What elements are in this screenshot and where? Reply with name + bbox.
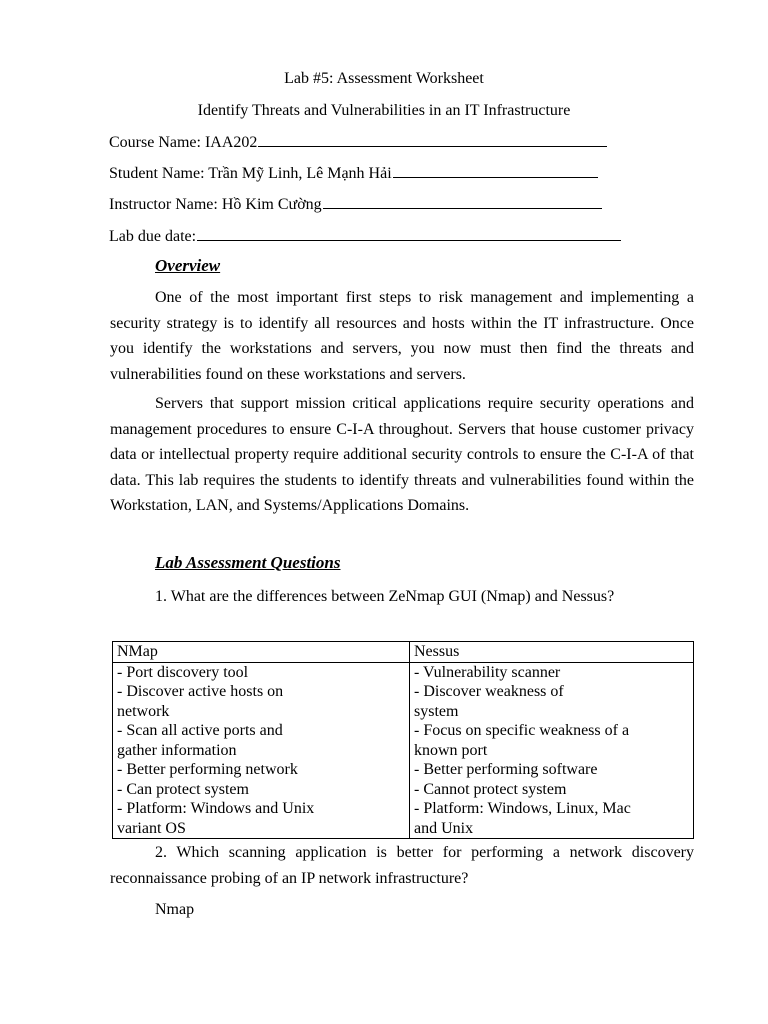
answer-2: Nmap bbox=[155, 901, 195, 918]
list-item: - Better performing network bbox=[117, 761, 298, 778]
student-name-blank bbox=[393, 163, 598, 178]
list-item: - Better performing software bbox=[414, 761, 598, 778]
list-item: - Port discovery tool bbox=[117, 663, 249, 681]
table-header-nessus: Nessus bbox=[410, 642, 694, 663]
course-name-field bbox=[109, 132, 607, 152]
list-item: - Platform: Windows and Unix variant OS bbox=[117, 800, 315, 837]
list-item: - Focus on specific weakness of a known port bbox=[414, 722, 630, 759]
question-2 bbox=[110, 840, 694, 891]
overview-body bbox=[110, 285, 694, 519]
nessus-features-cell bbox=[410, 662, 694, 839]
overview-heading: Overview bbox=[155, 256, 221, 275]
course-name-text: Course Name: IAA202 bbox=[109, 134, 258, 151]
lab-due-date-text: Lab due date: bbox=[109, 228, 197, 245]
assessment-questions-heading: Lab Assessment Questions bbox=[155, 553, 341, 572]
table-header-nmap: NMap bbox=[113, 642, 410, 663]
list-item: - Can protect system bbox=[117, 780, 249, 798]
question-1: 1. What are the differences between ZeNmap GUI (Nmap) and Nessus? bbox=[155, 588, 615, 605]
worksheet-subtitle: Identify Threats and Vulnerabilities in an IT Infrastructure bbox=[197, 102, 571, 119]
list-item: - Discover active hosts on network bbox=[117, 683, 284, 720]
instructor-name-blank bbox=[323, 194, 602, 209]
nmap-features-cell bbox=[113, 662, 410, 839]
instructor-name-text: Instructor Name: Hồ Kim Cường bbox=[109, 196, 322, 213]
question-2-text: 2. Which scanning application is better for performing a network discovery reconnaissance probing of an IP network infrastructure? bbox=[110, 844, 694, 887]
lab-due-date-blank bbox=[197, 226, 621, 241]
comparison-table bbox=[112, 641, 694, 839]
table-header-row bbox=[113, 642, 694, 663]
list-item: - Discover weakness of system bbox=[414, 683, 564, 720]
student-name-field bbox=[109, 163, 598, 183]
instructor-name-field bbox=[109, 194, 602, 214]
worksheet-title: Lab #5: Assessment Worksheet bbox=[284, 70, 484, 87]
table-row bbox=[113, 662, 694, 839]
list-item: - Scan all active ports and gather information bbox=[117, 722, 283, 759]
overview-paragraph-2: Servers that support mission critical applications require security operations and management procedures to ensure C-I-A throughout. Servers that house customer privacy data or intellectual property require additional security controls to ensure the C-I-A of that data. This lab requires the students to identify threats and vulnerabilities found within the Workstation, LAN, and Systems/Applications Domains. bbox=[110, 395, 694, 514]
list-item: - Platform: Windows, Linux, Mac and Unix bbox=[414, 800, 631, 837]
student-name-text: Student Name: Trần Mỹ Linh, Lê Mạnh Hải bbox=[109, 165, 392, 182]
list-item: - Cannot protect system bbox=[414, 780, 567, 798]
course-name-blank bbox=[258, 132, 607, 147]
lab-due-date-field bbox=[109, 226, 621, 246]
overview-paragraph-1: One of the most important first steps to risk management and implementing a security strategy is to identify all resources and hosts within the IT infrastructure. Once you identify the workstations and servers, you now must then find the threats and vulnerabilities found on these workstations and servers. bbox=[110, 289, 694, 383]
list-item: - Vulnerability scanner bbox=[414, 663, 561, 681]
